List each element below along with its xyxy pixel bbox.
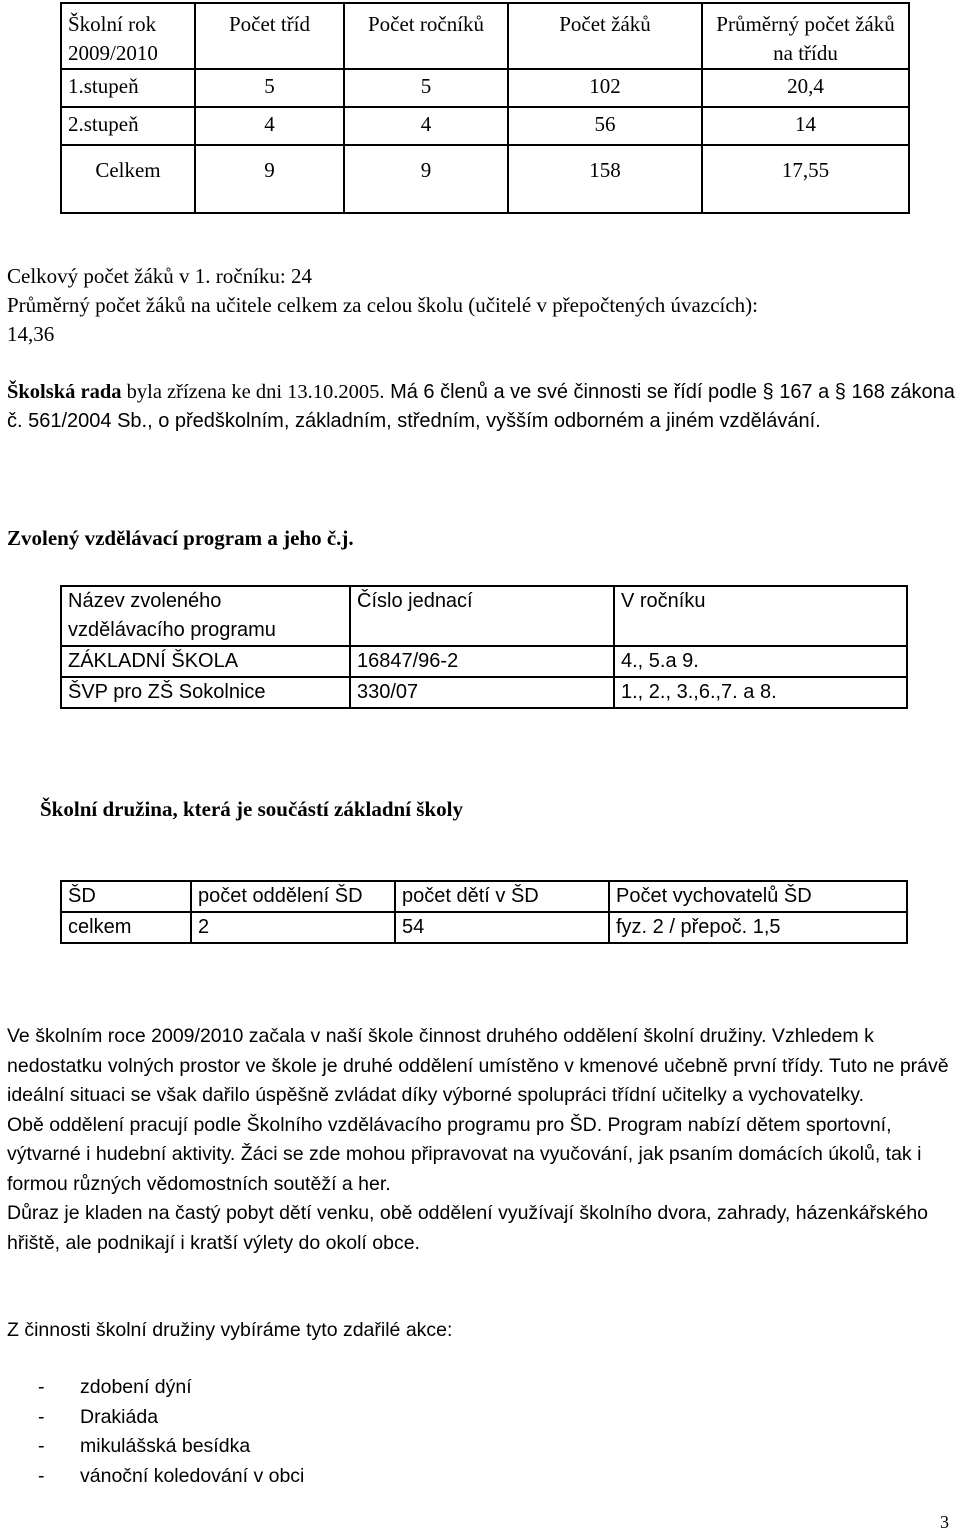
table-cell: 158 (508, 145, 702, 213)
page-number: 3 (940, 1512, 949, 1532)
list-item (38, 1432, 960, 1462)
header-cell: Číslo jednací (350, 586, 614, 646)
program-table (60, 585, 908, 709)
list-item (38, 1462, 960, 1492)
table-cell: 20,4 (702, 69, 909, 107)
table-cell: Celkem (61, 145, 195, 213)
avg-per-teacher-label: Průměrný počet žáků na učitele celkem za celou školu (učitelé v přepočtených úvazcích): (7, 293, 758, 317)
dash: - (38, 1435, 45, 1457)
druzina-description (7, 1022, 957, 1258)
header-cell: Počet žáků (508, 3, 702, 69)
table-row (61, 646, 907, 677)
table-cell: 4., 5.a 9. (614, 646, 907, 677)
school-board-paragraph (7, 378, 957, 436)
class-stats-table (60, 2, 910, 214)
table-cell: 16847/96-2 (350, 646, 614, 677)
table-cell: 2 (191, 912, 395, 943)
paragraph: Obě oddělení pracují podle Školního vzdělávacího programu pro ŠD. Program nabízí dětem sportovní, výtvarné i hudební aktivity. Žáci se zde mohou připravovat na vyučování, jak psaním domácích úkolů, tak i formou různých vědomostních soutěží a her. (7, 1113, 922, 1195)
header-cell: počet oddělení ŠD (191, 881, 395, 912)
table-row (61, 107, 909, 145)
header-cell: Počet ročníků (344, 3, 508, 69)
table-cell: 330/07 (350, 677, 614, 708)
school-board-label: Školská rada (7, 381, 122, 403)
table-cell: 9 (195, 145, 344, 213)
table-cell: 14 (702, 107, 909, 145)
table-cell: 5 (344, 69, 508, 107)
header-cell: Školní rok 2009/2010 (61, 3, 195, 69)
druzina-table (60, 880, 908, 944)
school-board-text: Má 6 členů a ve své činnosti se řídí podle § 167 a § 168 zákona č. 561/2004 Sb., o předškolním, základním, středním, vyšším odborném a jiném vzdělávání. (7, 381, 955, 432)
header-cell: Průměrný počet žáků na třídu (702, 3, 909, 69)
table-cell: 56 (508, 107, 702, 145)
dash: - (38, 1376, 45, 1398)
table-row (61, 145, 909, 213)
activities-intro: Z činnosti školní družiny vybíráme tyto zdařilé akce: (7, 1319, 453, 1341)
avg-per-teacher-value: 14,36 (7, 322, 55, 346)
table-row (61, 912, 907, 943)
table-header-row (61, 3, 909, 69)
header-cell: ŠD (61, 881, 191, 912)
table-cell: 2.stupeň (61, 107, 195, 145)
table-header-row (61, 881, 907, 912)
table-header-row (61, 586, 907, 646)
paragraph: Ve školním roce 2009/2010 začala v naší škole činnost druhého oddělení školní družiny. Vzhledem k nedostatku volných prostor ve škole je druhé oddělení umístěno v kmenové učebně první třídy. Tuto ne právě ideální situaci se však dařilo úspěšně zvládat díky výborné spolupráci třídní učitelky a vychovatelky. (7, 1025, 949, 1106)
table-cell: 5 (195, 69, 344, 107)
druzina-heading: Školní družina, která je součástí základní školy (40, 797, 463, 821)
table-cell: celkem (61, 912, 191, 943)
stats-block (7, 262, 957, 349)
header-cell: Počet tříd (195, 3, 344, 69)
dash: - (38, 1405, 45, 1428)
table-cell: ZÁKLADNÍ ŠKOLA (61, 646, 350, 677)
table-cell: 102 (508, 69, 702, 107)
table-cell: 9 (344, 145, 508, 213)
table-row (61, 677, 907, 708)
header-cell: Počet vychovatelů ŠD (609, 881, 907, 912)
activity-label: mikulášská besídka (80, 1435, 251, 1457)
table-cell: 1.stupeň (61, 69, 195, 107)
paragraph: Důraz je kladen na častý pobyt dětí venku, obě oddělení využívají školního dvora, zahrady, házenkářského hřiště, ale podnikají i kratší výlety do okolí obce. (7, 1202, 929, 1254)
header-cell: počet dětí v ŠD (395, 881, 609, 912)
table-cell: 17,55 (702, 145, 909, 213)
table-cell: 1., 2., 3.,6.,7. a 8. (614, 677, 907, 708)
dash: - (38, 1464, 45, 1487)
activity-label: vánoční koledování v obci (80, 1464, 305, 1487)
table-cell: ŠVP pro ZŠ Sokolnice (61, 677, 350, 708)
activity-label: Drakiáda (80, 1405, 159, 1428)
table-cell: 54 (395, 912, 609, 943)
table-cell: 4 (195, 107, 344, 145)
header-cell: Název zvoleného vzdělávacího programu (61, 586, 350, 646)
list-item (38, 1373, 960, 1403)
header-cell: V ročníku (614, 586, 907, 646)
program-heading: Zvolený vzdělávací program a jeho č.j. (7, 526, 354, 550)
first-grade-count: Celkový počet žáků v 1. ročníku: 24 (7, 264, 313, 288)
activity-label: zdobení dýní (80, 1376, 192, 1398)
school-board-date: byla zřízena ke dni 13.10.2005. (121, 381, 385, 403)
table-cell: 4 (344, 107, 508, 145)
list-item (38, 1403, 960, 1433)
table-cell: fyz. 2 / přepoč. 1,5 (609, 912, 907, 943)
activities-list (38, 1373, 960, 1491)
table-row (61, 69, 909, 107)
